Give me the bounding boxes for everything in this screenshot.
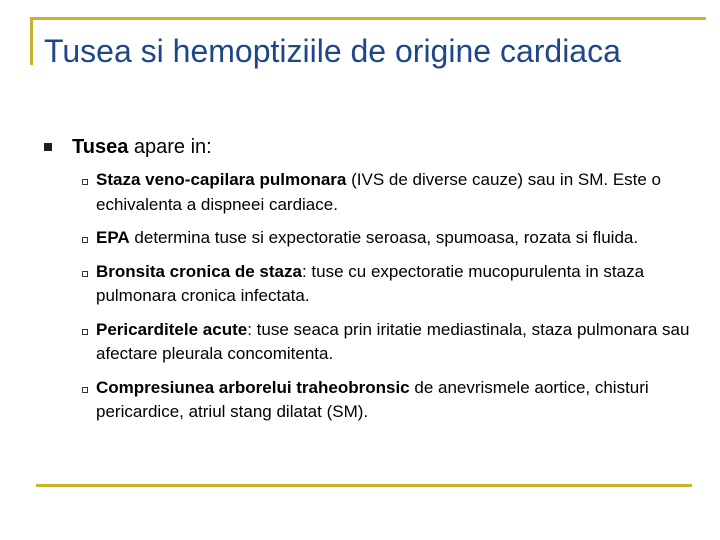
item-text: determina tuse si expectoratie seroasa, spumoasa, rozata si fluida. xyxy=(129,228,639,247)
list-item xyxy=(82,260,702,309)
item-bold: EPA xyxy=(96,228,130,247)
main-bullet-bold: Tusea xyxy=(72,136,129,158)
item-text: : tuse seaca prin iritatie mediastinala, staza pulmonara sau afectare pleurala concomitenta. xyxy=(96,319,690,363)
list-item xyxy=(82,168,702,217)
hollow-square-bullet-icon xyxy=(82,387,88,393)
item-text: (IVS de diverse cauze) sau in SM. Este o echivalenta a dispneei cardiace. xyxy=(96,170,662,214)
item-bold: Pericarditele acute xyxy=(96,319,248,339)
item-text: : tuse cu expectoratie mucopurulenta in staza pulmonara cronica infectata. xyxy=(96,261,645,305)
bottom-rule xyxy=(36,484,692,487)
square-bullet-icon xyxy=(44,143,52,151)
item-bold: Staza veno-capilara pulmonara xyxy=(96,170,347,189)
hollow-square-bullet-icon xyxy=(82,271,88,277)
hollow-square-bullet-icon xyxy=(82,329,88,335)
list-item xyxy=(82,318,702,367)
left-rule xyxy=(30,17,33,65)
main-bullet-text xyxy=(72,134,212,160)
hollow-square-bullet-icon xyxy=(82,237,88,243)
slide-title: Tusea si hemoptiziile de origine cardiaca xyxy=(44,33,621,69)
item-bold: Compresiunea arborelui traheobronsic xyxy=(96,377,410,397)
top-rule xyxy=(30,17,706,20)
list-item xyxy=(82,226,702,251)
item-text: de anevrismele aortice, chisturi pericardice, atriul stang dilatat (SM). xyxy=(96,377,649,421)
item-bold: Bronsita cronica de staza xyxy=(96,261,302,281)
list-item xyxy=(82,376,702,425)
main-bullet-rest: apare in: xyxy=(128,136,212,158)
hollow-square-bullet-icon xyxy=(82,179,88,185)
sub-bullet-list xyxy=(82,168,702,434)
